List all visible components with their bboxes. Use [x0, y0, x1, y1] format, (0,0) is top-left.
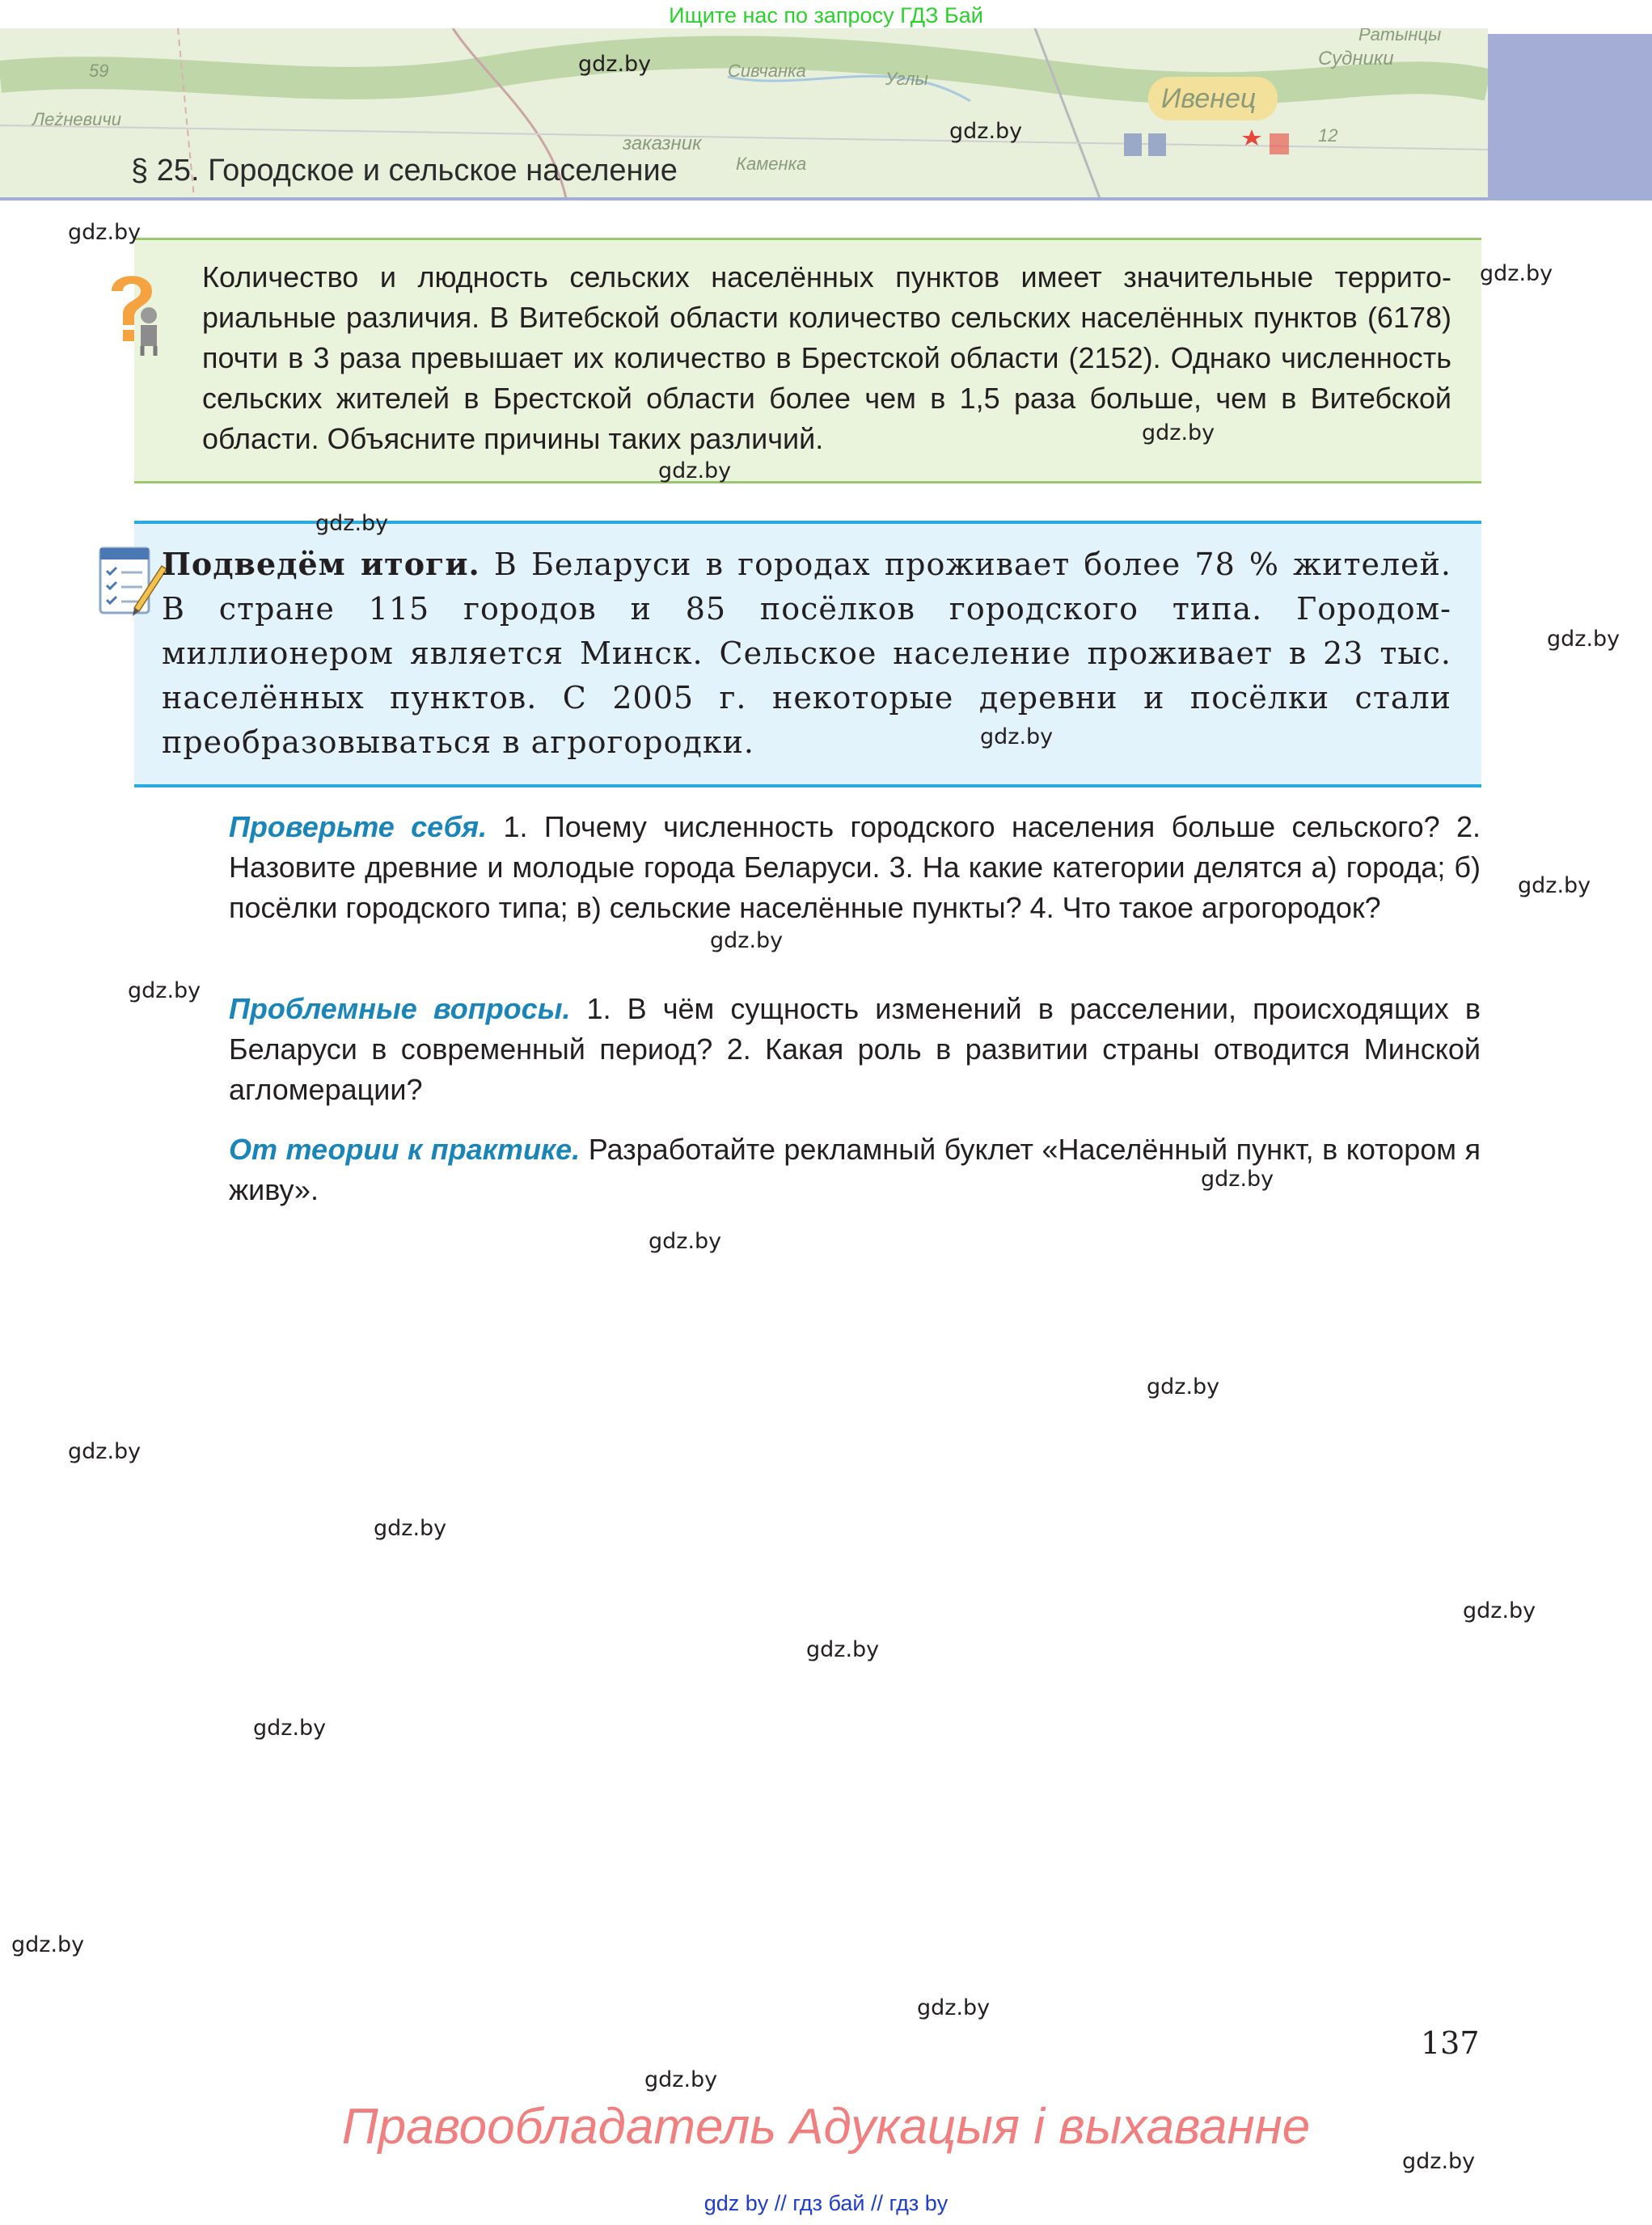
- theory-to-practice: [229, 1129, 1481, 1210]
- problem-text: 1. В чём сущность изменений в расселении, происходящих в Беларуси в современный период? 2. Какая роль в развитии страны отводится Минской агломерации?: [229, 992, 1481, 1106]
- map-label: заказник: [623, 133, 702, 154]
- summary-heading: Подведём итоги.: [162, 546, 480, 582]
- checklist-pencil-icon: [95, 542, 168, 623]
- practice-text: Разработайте рекламный буклет «Населённый пункт, в котором я живу».: [229, 1133, 1481, 1206]
- problem-heading: Проблемные вопросы.: [229, 992, 571, 1025]
- watermark: gdz.by: [949, 119, 1023, 144]
- map-label: 12: [1318, 125, 1338, 146]
- summary-text: [162, 542, 1451, 765]
- map-label: Ивенец: [1161, 83, 1257, 114]
- watermark: gdz.by: [644, 2067, 718, 2092]
- header-rule: [0, 197, 1652, 201]
- watermark: gdz.by: [1402, 2149, 1476, 2174]
- watermark: gdz.by: [1518, 873, 1591, 898]
- watermark: gdz.by: [253, 1716, 327, 1741]
- watermark: gdz.by: [1201, 1167, 1274, 1192]
- footer-links[interactable]: gdz by // гдз бай // гдз by: [703, 2191, 949, 2215]
- map-label: Леżневичи: [32, 109, 121, 129]
- watermark: gdz.by: [1142, 420, 1215, 445]
- check-yourself: [229, 807, 1481, 928]
- check-text: 1. Почему численность городского населения больше сельского? 2. Назовите древние и молодые города Беларуси. 3. На какие категории делятся а) города; б) посёлки городского типа; в) сельские населённые пункты? 4. Что такое агрогородок?: [229, 810, 1481, 924]
- question-person-icon: [95, 267, 168, 356]
- map-label: Каменка: [736, 154, 807, 174]
- watermark: gdz.by: [806, 1637, 880, 1662]
- watermark: gdz.by: [128, 978, 201, 1003]
- watermark: gdz.by: [374, 1516, 447, 1541]
- watermark: gdz.by: [315, 511, 389, 536]
- summary-body: В Беларуси в городах проживает более 78 % жителей. В стране 115 городов и 85 посёлков городского типа. Городом-миллионером является Минск. Сельское население проживает в 23 тыс. населённых пунктов. С 2005 г. некоторые деревни и посёлки стали преобразовываться в агрогородки.: [162, 547, 1452, 760]
- problem-questions: [229, 989, 1481, 1110]
- top-banner[interactable]: Ищите нас по запросу ГДЗ Бай: [669, 3, 983, 27]
- rights-holder: Правообладатель Адукацыя і выхаванне: [341, 2099, 1311, 2155]
- map-label: Судники: [1318, 48, 1394, 70]
- practice-heading: От теории к практике.: [229, 1133, 581, 1166]
- watermark: gdz.by: [68, 1439, 142, 1464]
- header-band: [1488, 34, 1652, 198]
- section-title: § 25. Городское и сельское население: [131, 154, 678, 188]
- watermark: gdz.by: [1147, 1374, 1220, 1400]
- map-label: Ратынцы: [1358, 28, 1442, 44]
- page-number: 137: [1421, 2025, 1480, 2061]
- watermark: gdz.by: [68, 220, 142, 245]
- watermark: gdz.by: [658, 458, 732, 483]
- watermark: gdz.by: [649, 1229, 722, 1254]
- map-label: Сивчанка: [728, 61, 806, 81]
- check-heading: Проверьте себя.: [229, 810, 488, 843]
- task-text: Количество и людность сельских населённых пунктов имеет значительные территориальные различия. В Витебской области количество сельских населённых пунктов (6178) почти в 3 раза превышает их количество в Брестской области (2152). Однако численность сельских жителей в Брестской области более чем в 1,5 раза больше, чем в Витебской области. Объясните причины таких различий.: [202, 260, 1451, 455]
- watermark: gdz.by: [578, 52, 652, 77]
- watermark: gdz.by: [1463, 1598, 1536, 1623]
- map-label: Углы: [885, 69, 928, 89]
- watermark: gdz.by: [710, 928, 784, 953]
- watermark: gdz.by: [1480, 261, 1553, 286]
- watermark: gdz.by: [11, 1932, 85, 1957]
- watermark: gdz.by: [980, 724, 1054, 749]
- watermark: gdz.by: [917, 1995, 991, 2020]
- map-label: 59: [89, 61, 109, 81]
- watermark: gdz.by: [1547, 627, 1620, 652]
